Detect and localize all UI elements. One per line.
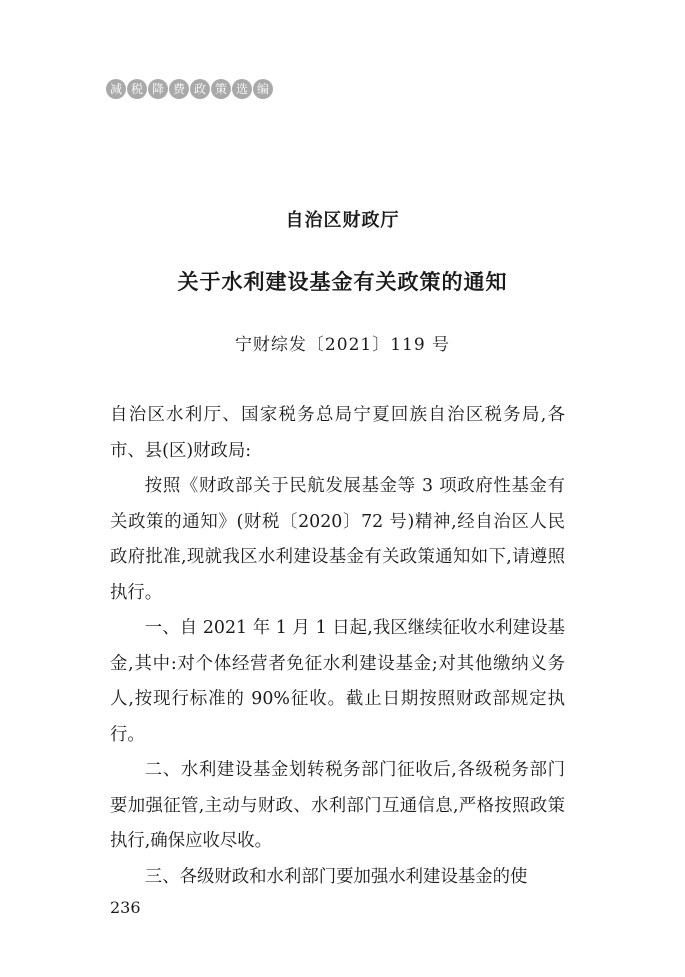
document-body [110,398,565,895]
series-badge-char: 政 [190,79,210,99]
body-paragraph: 按照《财政部关于民航发展基金等 3 项政府性基金有关政策的通知》(财税〔2020〕72 号)精神,经自治区人民政府批准,现就我区水利建设基金有关政策通知如下,请遵照执行。 [110,476,565,603]
document-number: 宁财综发〔2021〕119 号 [234,335,451,355]
series-badge-char: 费 [169,79,189,99]
body-paragraph: 二、水利建设基金划转税务部门征收后,各级税务部门要加强征管,主动与财政、水利部门互通信息,严格按照政策执行,确保应收尽收。 [110,760,565,851]
series-badge-char: 编 [253,79,273,99]
series-badge-char: 降 [148,79,168,99]
series-badge-char: 选 [232,79,252,99]
series-badge-char: 策 [211,79,231,99]
issuing-department: 自治区财政厅 [285,210,400,231]
body-paragraph: 三、各级财政和水利部门要加强水利建设基金的使 [144,866,528,887]
addressee-line: 自治区水利厅、国家税务总局宁夏回族自治区税务局,各市、县(区)财政局: [110,405,565,461]
body-paragraph: 一、自 2021 年 1 月 1 日起,我区继续征收水利建设基金,其中:对个体经营者免征水利建设基金;对其他缴纳义务人,按现行标准的 90%征收。截止日期按照财政部规定执行。 [110,618,565,745]
document-title: 关于水利建设基金有关政策的通知 [177,269,508,294]
series-badge-char: 减 [106,79,126,99]
page-number: 236 [110,898,141,917]
series-badge-char: 税 [127,79,147,99]
series-header-badges [106,79,273,99]
